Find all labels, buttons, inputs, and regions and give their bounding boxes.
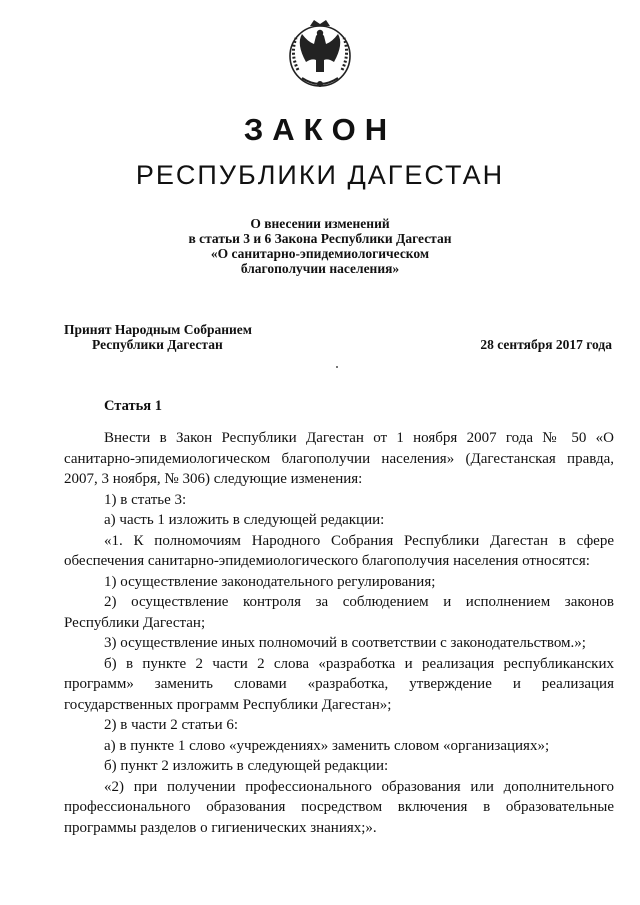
adoption-date: 28 сентября 2017 года xyxy=(480,337,612,352)
article-body xyxy=(64,428,614,838)
paragraph: 3) осуществление иных полномочий в соответствии с законодательством.»; xyxy=(104,635,586,651)
paragraph: б) пункт 2 изложить в следующей редакции: xyxy=(104,758,389,774)
heading-line: благополучии населения» xyxy=(240,261,400,276)
paragraph: Внести в Закон Республики Дагестан от 1 ноября 2007 года № 50 «О санитарно-эпидемиологическом благополучии населения» (Дагестанская правда, 2007, 3 ноября, № 306) следующие изменения: xyxy=(64,430,614,487)
paragraph: 1) в статье 3: xyxy=(104,491,187,508)
adoption-line: Принят Народным Собранием xyxy=(64,322,252,337)
scan-speck xyxy=(336,366,338,368)
coat-of-arms-eagle-icon xyxy=(280,14,360,94)
paragraph: «1. К полномочиям Народного Собрания Республики Дагестан в сфере обеспечения санитарно-эпидемиологического благополучия населения относятся: xyxy=(64,532,614,569)
law-heading xyxy=(0,216,640,276)
paragraph: 2) в части 2 статьи 6: xyxy=(104,717,239,733)
heading-line: О внесении изменений xyxy=(250,216,390,231)
paragraph: а) в пункте 1 слово «учреждениях» заменить словом «организациях»; xyxy=(104,737,550,754)
paragraph: 1) осуществление законодательного регулирования; xyxy=(104,573,436,590)
adoption-statement xyxy=(64,322,252,352)
heading-line: в статьи 3 и 6 Закона Республики Дагестан xyxy=(188,231,452,246)
heading-line: «О санитарно-эпидемиологическом xyxy=(210,246,430,261)
paragraph: 2) осуществление контроля за соблюдением и исполнением законов Республики Дагестан; xyxy=(64,594,614,631)
paragraph: «2) при получении профессионального образования или дополнительного профессионального образования посредством включения в образовательные программы разделов о гигиенических знаниях;». xyxy=(64,778,614,836)
article-title: Статья 1 xyxy=(104,398,162,414)
law-title: ЗАКОН xyxy=(243,112,397,147)
paragraph: а) часть 1 изложить в следующей редакции: xyxy=(104,512,385,528)
paragraph: б) в пункте 2 части 2 слова «разработка и реализация республиканских программ» заменить словами «разработка, утверждение и реализация государственных программ Республики Дагестан»; xyxy=(64,655,614,713)
adoption-line: Республики Дагестан xyxy=(92,337,223,352)
law-subtitle: РЕСПУБЛИКИ ДАГЕСТАН xyxy=(135,160,505,190)
